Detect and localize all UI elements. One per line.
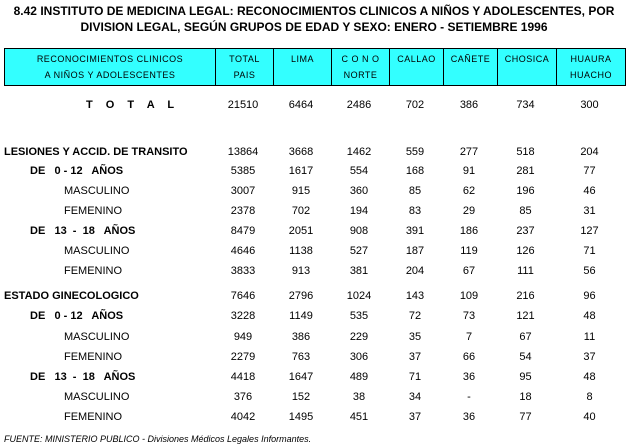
column-header-line-1: TOTAL: [229, 54, 260, 64]
row-value: 489: [349, 371, 369, 383]
row-value: 85: [408, 185, 422, 197]
row-value: 237: [516, 225, 535, 237]
row-value: 187: [405, 245, 425, 257]
column-header: [497, 49, 556, 85]
row-value: 4042: [230, 411, 256, 423]
row-value: 186: [459, 225, 479, 237]
row-value: 535: [349, 310, 369, 322]
row-label: FEMENINO: [64, 265, 123, 277]
table-row: [4, 221, 626, 241]
row-label: T O T A L: [86, 99, 180, 111]
row-value: 204: [405, 265, 425, 277]
row-value: 54: [519, 351, 532, 363]
row-value: 1617: [288, 165, 314, 177]
row-label: FEMENINO: [64, 351, 123, 363]
table-row: [4, 347, 626, 367]
column-header: [331, 49, 389, 85]
row-value: 71: [583, 245, 596, 257]
row-value: 29: [462, 205, 476, 217]
row-value: 95: [519, 371, 532, 383]
row-value: 2796: [288, 290, 314, 302]
row-value: 386: [459, 99, 479, 111]
row-value: 381: [349, 265, 369, 277]
column-header-line-1: LIMA: [290, 54, 314, 64]
row-value: 908: [349, 225, 369, 237]
row-value: 62: [462, 185, 476, 197]
row-value: 1462: [346, 146, 372, 158]
row-value: 36: [462, 371, 476, 383]
row-value: 7646: [230, 290, 256, 302]
row-value: 554: [349, 165, 369, 177]
row-value: 913: [291, 265, 311, 277]
column-header-line-2: A NIÑOS Y ADOLESCENTES: [44, 70, 176, 80]
column-header-line-1: CHOSICA: [504, 54, 550, 64]
row-value: 126: [516, 245, 535, 257]
column-header-line-1: HUAURA: [570, 54, 612, 64]
row-value: 734: [516, 99, 535, 111]
column-header: [556, 49, 625, 85]
row-value: 67: [519, 331, 532, 343]
column-header: [5, 49, 215, 85]
row-value: 77: [583, 165, 596, 177]
row-value: 702: [405, 99, 425, 111]
row-value: 38: [352, 391, 366, 403]
row-label: DE 13 - 18 AÑOS: [30, 371, 136, 383]
row-value: 77: [519, 411, 532, 423]
row-label: FEMENINO: [64, 411, 123, 423]
row-value: 31: [583, 205, 596, 217]
row-value: 96: [583, 290, 596, 302]
row-label: DE 0 - 12 AÑOS: [30, 165, 124, 177]
row-label: DE 13 - 18 AÑOS: [30, 225, 136, 237]
row-value: 1149: [289, 310, 313, 322]
column-header-line-1: CALLAO: [397, 54, 436, 64]
row-value: 1138: [289, 245, 313, 257]
title-line-1: 8.42 INSTITUTO DE MEDICINA LEGAL: RECONOCIMIENTOS CLINICOS A NIÑOS Y ADOLESCENTES, POR: [13, 4, 615, 18]
row-value: 2486: [346, 99, 372, 111]
row-value: 18: [519, 391, 532, 403]
row-value: 2051: [288, 225, 314, 237]
table-row: [4, 367, 626, 387]
table-row: [4, 241, 626, 261]
row-value: 6464: [288, 99, 314, 111]
row-value: 37: [583, 351, 596, 363]
row-value: 376: [233, 391, 253, 403]
row-label: LESIONES Y ACCID. DE TRANSITO: [4, 146, 188, 158]
row-value: 111: [517, 265, 534, 277]
column-header-line-2: HUACHO: [569, 70, 612, 80]
table-title: [0, 3, 628, 35]
row-value: 1024: [346, 290, 372, 302]
row-value: 48: [583, 371, 596, 383]
row-value: 1495: [288, 411, 314, 423]
row-value: 702: [291, 205, 311, 217]
column-header: [215, 49, 273, 85]
title-line-2: DIVISION LEGAL, SEGÚN GRUPOS DE EDAD Y SEXO: ENERO - SETIEMBRE 1996: [80, 20, 548, 34]
row-value: 3007: [230, 185, 256, 197]
row-value: 7: [465, 331, 473, 343]
row-value: 216: [516, 290, 535, 302]
row-value: 34: [408, 391, 422, 403]
table-row: [4, 387, 626, 407]
table-header: [4, 48, 626, 86]
row-value: 85: [519, 205, 532, 217]
column-header: [273, 49, 331, 85]
row-value: 229: [349, 331, 369, 343]
row-value: 127: [580, 225, 599, 237]
row-value: 3228: [230, 310, 256, 322]
table-body: [4, 94, 626, 427]
row-value: 73: [462, 310, 476, 322]
row-value: 36: [462, 411, 476, 423]
row-value: 91: [462, 165, 476, 177]
row-value: 121: [516, 310, 535, 322]
row-value: 71: [408, 371, 422, 383]
row-value: 194: [349, 205, 369, 217]
row-value: 306: [349, 351, 369, 363]
row-value: 204: [580, 146, 599, 158]
column-header-line-1: C O N O: [341, 54, 380, 64]
row-value: 67: [462, 265, 476, 277]
row-value: 527: [349, 245, 369, 257]
source-note: FUENTE: MINISTERIO PUBLICO - Divisiones Médicos Legales Informantes.: [4, 434, 312, 444]
row-value: 109: [459, 290, 479, 302]
row-value: 4646: [230, 245, 256, 257]
row-value: 2279: [230, 351, 256, 363]
row-value: 3668: [288, 146, 314, 158]
column-header-line-1: RECONOCIMIENTOS CLINICOS: [36, 54, 184, 64]
row-value: 949: [233, 331, 253, 343]
row-value: 196: [516, 185, 535, 197]
row-value: 281: [516, 165, 535, 177]
row-value: 21510: [227, 99, 259, 111]
column-header-line-2: PAIS: [233, 70, 256, 80]
table-row: [4, 327, 626, 347]
table-row: [4, 143, 626, 161]
row-value: 13864: [227, 146, 259, 158]
row-value: 119: [460, 245, 478, 257]
row-value: 3833: [230, 265, 256, 277]
column-header-line-1: CAÑETE: [450, 54, 491, 64]
column-header: [389, 49, 443, 85]
row-value: 763: [291, 351, 311, 363]
row-value: 8479: [230, 225, 256, 237]
row-value: 391: [405, 225, 425, 237]
row-label: ESTADO GINECOLOGICO: [4, 290, 139, 302]
row-value: 1647: [288, 371, 314, 383]
row-value: 360: [349, 185, 369, 197]
row-value: 72: [408, 310, 422, 322]
table-row: [4, 181, 626, 201]
row-value: 559: [405, 146, 425, 158]
row-value: 83: [408, 205, 422, 217]
row-value: 300: [580, 99, 599, 111]
table-row: [4, 287, 626, 305]
row-value: 518: [516, 146, 535, 158]
row-value: 8: [586, 391, 593, 403]
row-value: 451: [349, 411, 369, 423]
row-value: 152: [291, 391, 311, 403]
table-row: [4, 407, 626, 427]
row-value: 5385: [230, 165, 256, 177]
table-row: [4, 305, 626, 327]
row-value: 386: [291, 331, 311, 343]
column-header: [443, 49, 497, 85]
row-label: MASCULINO: [64, 185, 130, 197]
row-label: FEMENINO: [64, 205, 123, 217]
row-value: 915: [291, 185, 311, 197]
table-row: [4, 161, 626, 181]
row-value: 35: [408, 331, 422, 343]
row-value: 4418: [230, 371, 256, 383]
row-label: MASCULINO: [64, 245, 130, 257]
row-label: DE 0 - 12 AÑOS: [30, 310, 124, 322]
row-value: 56: [583, 265, 596, 277]
column-header-line-2: NORTE: [343, 70, 378, 80]
row-value: 168: [405, 165, 425, 177]
row-value: 46: [583, 185, 596, 197]
row-value: -: [467, 391, 471, 403]
row-value: 143: [405, 290, 425, 302]
row-label: MASCULINO: [64, 331, 130, 343]
row-label: MASCULINO: [64, 391, 130, 403]
table-row: [4, 201, 626, 221]
row-value: 40: [583, 411, 596, 423]
table-row: [4, 94, 626, 116]
row-value: 48: [583, 310, 596, 322]
row-value: 37: [408, 411, 422, 423]
row-value: 2378: [230, 205, 256, 217]
row-value: 277: [459, 146, 479, 158]
table-row: [4, 261, 626, 281]
row-value: 37: [408, 351, 422, 363]
row-value: 11: [583, 331, 596, 343]
row-value: 66: [462, 351, 476, 363]
